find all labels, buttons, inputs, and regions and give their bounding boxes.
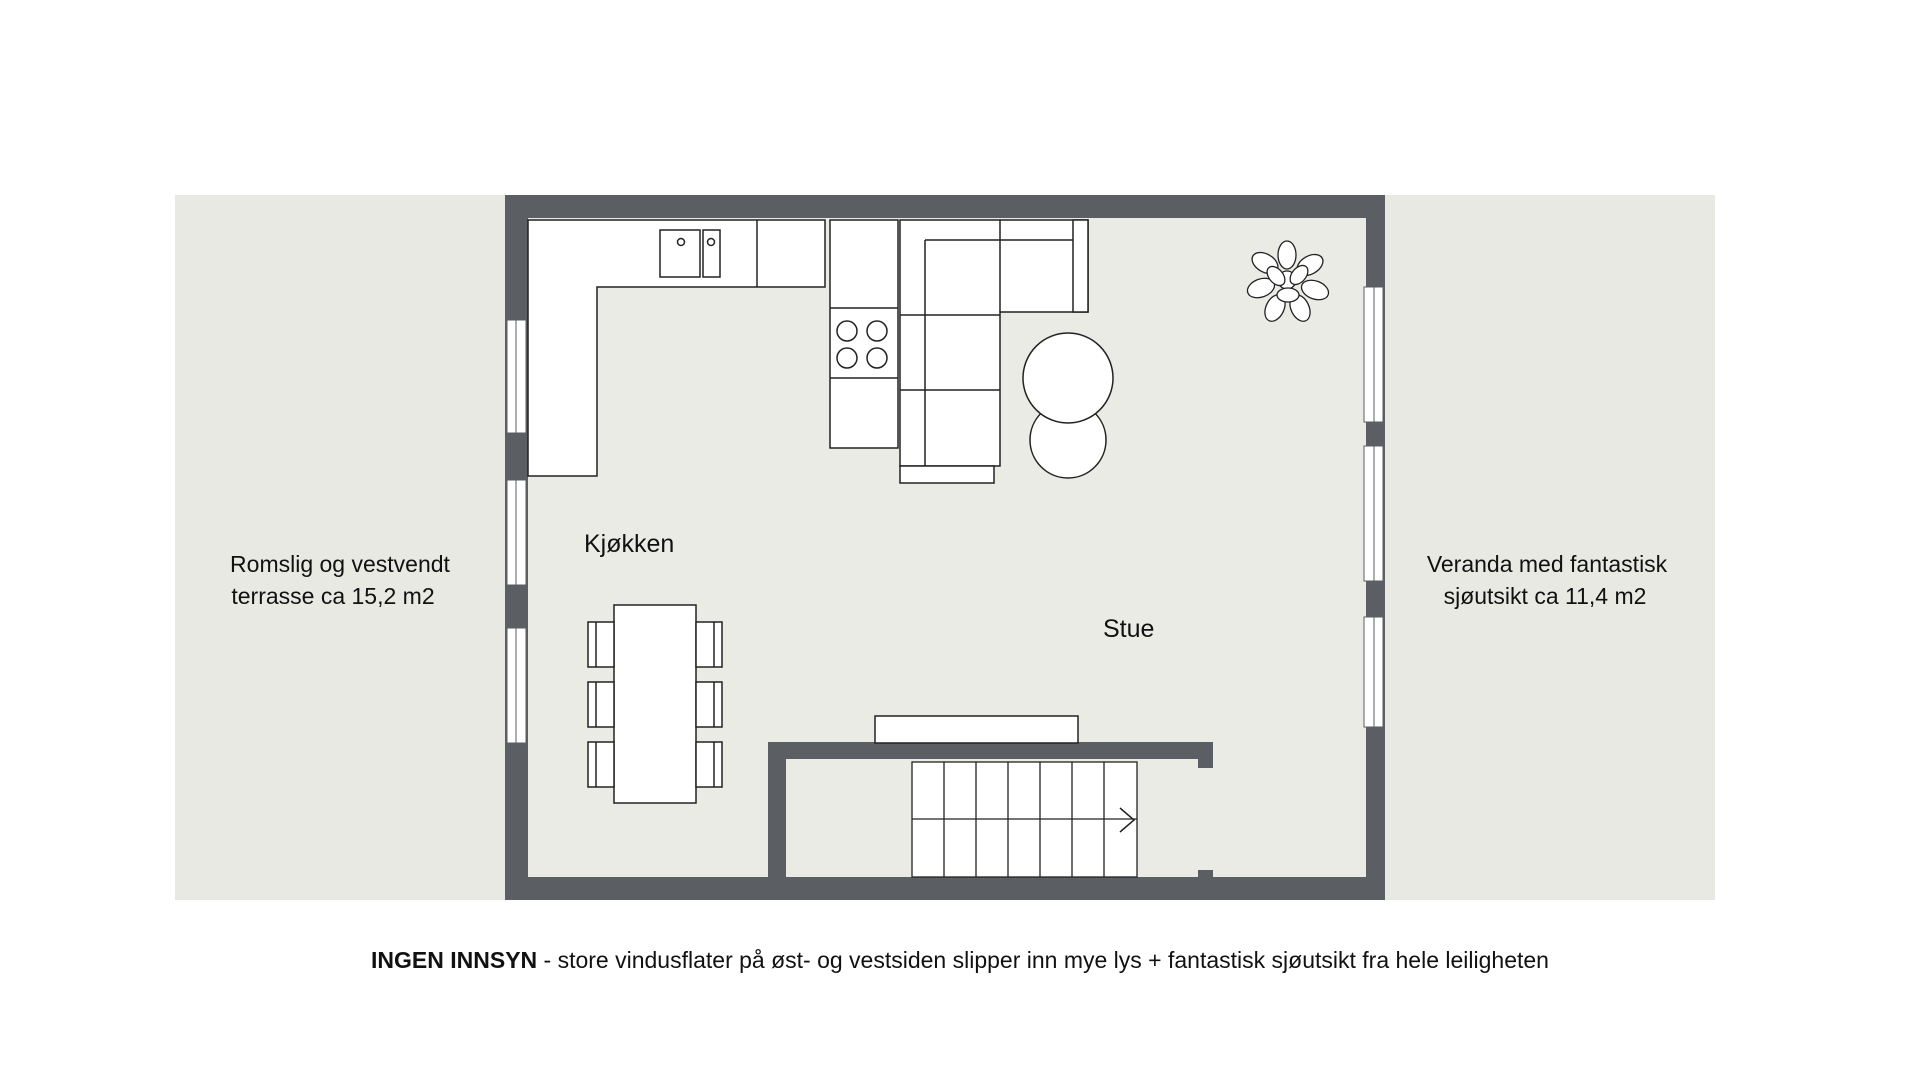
veranda-label-line1: Veranda med fantastisk xyxy=(1426,551,1668,577)
living-room-label: Stue xyxy=(1103,615,1155,643)
kitchen-label: Kjøkken xyxy=(584,530,675,558)
dining-table xyxy=(614,605,696,803)
caption-bold: INGEN INNSYN xyxy=(371,947,538,973)
sink-icon xyxy=(660,230,720,277)
west-windows xyxy=(507,320,526,743)
terrace-label-line1: Romslig og vestvendt xyxy=(230,551,450,577)
caption xyxy=(0,947,1920,974)
sideboard xyxy=(875,716,1078,743)
terrace-west-area xyxy=(175,195,505,900)
terrace-label-line2: terrasse ca 15,2 m2 xyxy=(231,583,435,609)
east-windows xyxy=(1364,287,1383,727)
veranda-east-area xyxy=(1385,195,1715,900)
staircase xyxy=(912,762,1137,877)
round-tables xyxy=(1023,333,1113,478)
veranda-label-line2: sjøutsikt ca 11,4 m2 xyxy=(1443,583,1647,609)
caption-text: - store vindusflater på øst- og vestsiden slipper inn mye lys + fantastisk sjøutsikt fra hele leiligheten xyxy=(537,947,1549,973)
